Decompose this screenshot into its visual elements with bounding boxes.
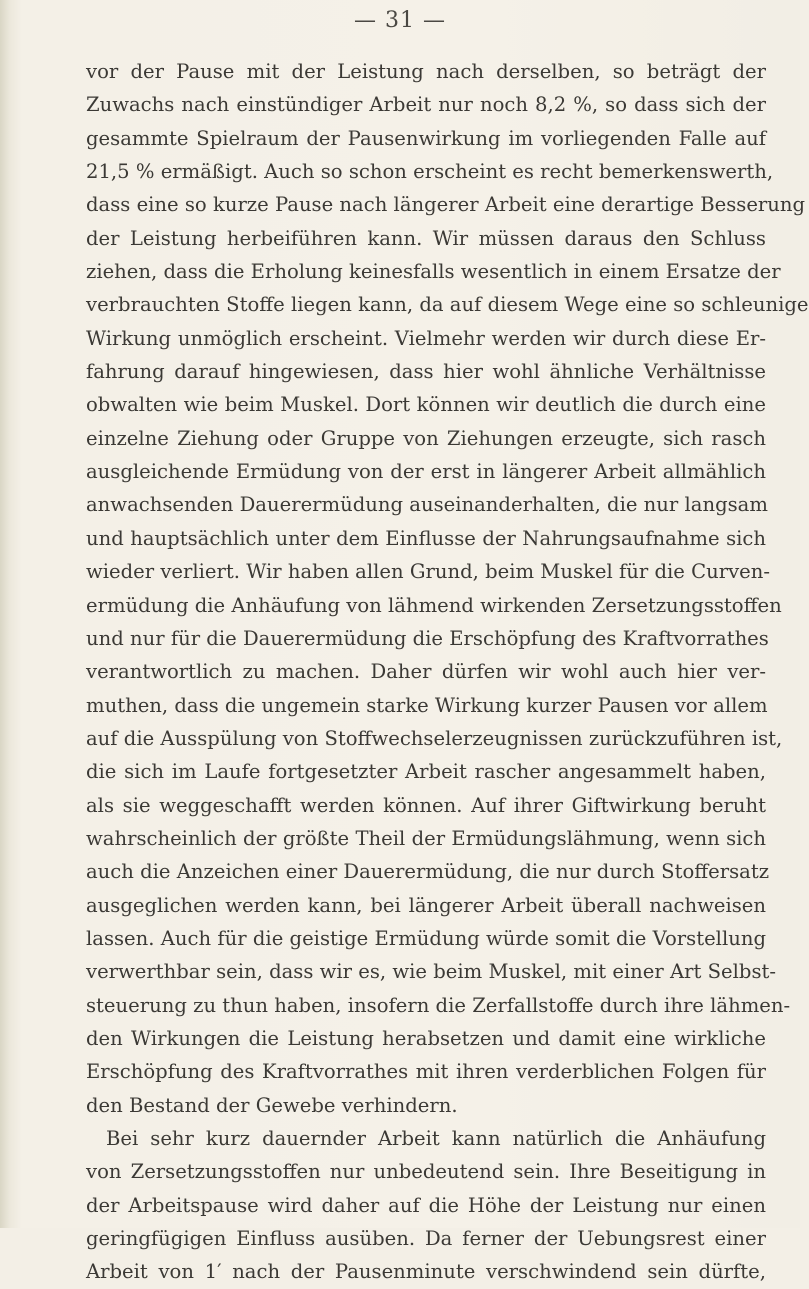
text-line: lassen. Auch für die geistige Ermüdung würde somit die Vorstellung <box>86 926 766 950</box>
text-line: wieder verliert. Wir haben allen Grund, beim Muskel für die Curven- <box>86 560 770 584</box>
text-line: der Leistung herbeiführen kann. Wir müssen daraus den Schluss <box>86 226 766 250</box>
text-line: und nur für die Dauerermüdung die Erschöpfung des Kraftvorrathes <box>86 626 769 650</box>
text-line: wahrscheinlich der größte Theil der Ermüdungslähmung, wenn sich <box>86 826 766 850</box>
text-line: geringfügigen Einfluss ausüben. Da ferner der Uebungsrest einer <box>86 1227 766 1251</box>
text-line: Zuwachs nach einstündiger Arbeit nur noch 8,2 %, so dass sich der <box>86 93 766 117</box>
text-line: der Arbeitspause wird daher auf die Höhe der Leistung nur einen <box>86 1193 766 1217</box>
text-line: gesammte Spielraum der Pausenwirkung im vorliegenden Falle auf <box>86 126 766 150</box>
text-line: verbrauchten Stoffe liegen kann, da auf diesem Wege eine so schleunige <box>86 293 809 317</box>
text-line: als sie weggeschafft werden können. Auf ihrer Giftwirkung beruht <box>86 793 766 817</box>
text-line: obwalten wie beim Muskel. Dort können wir deutlich die durch eine <box>86 393 766 417</box>
text-line: verantwortlich zu machen. Daher dürfen wir wohl auch hier ver- <box>86 660 766 684</box>
text-line: muthen, dass die ungemein starke Wirkung kurzer Pausen vor allem <box>86 693 768 717</box>
text-line: vor der Pause mit der Leistung nach derselben, so beträgt der <box>86 60 766 83</box>
page-number: — 31 — <box>354 8 446 33</box>
text-line: ziehen, dass die Erholung keinesfalls wesentlich in einem Ersatze der <box>86 260 781 284</box>
text-line: ermüdung die Anhäufung von lähmend wirkenden Zersetzungsstoffen <box>86 593 782 617</box>
text-line: auch die Anzeichen einer Dauerermüdung, die nur durch Stoffersatz <box>86 860 770 884</box>
text-line: einzelne Ziehung oder Gruppe von Ziehungen erzeugte, sich rasch <box>86 426 766 450</box>
text-line: fahrung darauf hingewiesen, dass hier wohl ähnliche Verhältnisse <box>86 360 766 384</box>
body-text <box>86 55 809 1289</box>
text-line: den Wirkungen die Leistung herabsetzen und damit eine wirkliche <box>86 1026 766 1050</box>
text-line: anwachsenden Dauerermüdung auseinanderhalten, die nur langsam <box>86 493 768 517</box>
text-line: die sich im Laufe fortgesetzter Arbeit rascher angesammelt haben, <box>86 760 766 784</box>
text-line: ausgeglichen werden kann, bei längerer Arbeit überall nachweisen <box>86 893 766 917</box>
text-line: ausgleichende Ermüdung von der erst in längerer Arbeit allmählich <box>86 460 766 484</box>
text-line: Bei sehr kurz dauernder Arbeit kann natürlich die Anhäufung <box>106 1127 766 1150</box>
text-line: und hauptsächlich unter dem Einflusse der Nahrungsaufnahme sich <box>86 526 766 550</box>
text-line: 21,5 % ermäßigt. Auch so schon erscheint es recht bemerkenswerth, <box>86 160 774 184</box>
text-line: Erschöpfung des Kraftvorrathes mit ihren verderblichen Folgen für <box>86 1060 766 1084</box>
text-line: von Zersetzungsstoffen nur unbedeutend sein. Ihre Beseitigung in <box>86 1160 766 1184</box>
text-line: dass eine so kurze Pause nach längerer Arbeit eine derartige Besserung <box>86 193 806 217</box>
text-line: Arbeit von 1′ nach der Pausenminute verschwindend sein dürfte, <box>86 1260 766 1284</box>
text-line: den Bestand der Gewebe verhindern. <box>86 1093 458 1117</box>
text-line: verwerthbar sein, dass wir es, wie beim Muskel, mit einer Art Selbst- <box>86 960 776 984</box>
text-line: Wirkung unmöglich erscheint. Vielmehr werden wir durch diese Er- <box>86 326 766 350</box>
text-line: auf die Ausspülung von Stoffwechselerzeugnissen zurückzuführen ist, <box>86 726 783 750</box>
text-line: steuerung zu thun haben, insofern die Zerfallstoffe durch ihre lähmen- <box>86 993 791 1017</box>
